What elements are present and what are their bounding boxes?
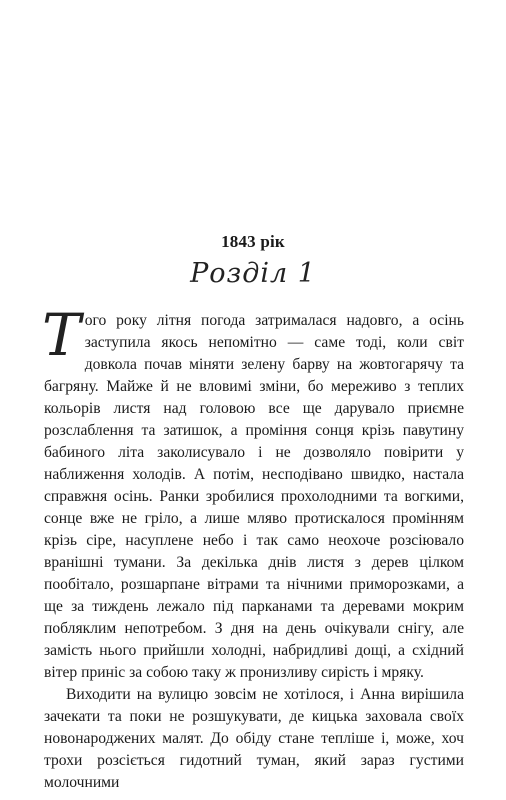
paragraph-text: ого року літня погода затрималася надовго, а осінь заступила якось непомітно — саме тоді, коли світ довкола почав міняти зелену барву на жовтогарячу та багряну. Майже й не вловимі зміни, бо мереживо з теплих кольорів листя над головою все ще дарувало приємне розслаблення та затишок, а проміння сонця крізь павутину бабиного літа заколисувало і не дозволяло повірити у наближення холодів. А потім, несподівано швидко, настала справжня осінь. Ранки зробилися прохолодними та вогкими, сонце вже не гріло, а лише мляво протискалося промінням крізь сіре, насуплене небо і так само неохоче розсіювало вранішні тумани. За декілька днів листя з дерев цілком пообітало, розшарпане вітрами та нічними приморозками, а ще за тиждень лежало під парканами та деревами мокрим побляклим непотребом. З дня на день очікували снігу, але замість нього прийшли холодні, набридливі дощі, а східний вітер приніс за собою таку ж пронизливу сирість і мряку. (44, 312, 464, 681)
chapter-title: Розділ 1 (190, 258, 316, 289)
chapter-text (42, 301, 464, 794)
paragraph: Виходити на вулицю зовсім не хотілося, і Анна вирішила зачекати та поки не розшукувати, де кицька заховала своїх новонароджених малят. До обіду стане тепліше і, може, хоч трохи розсіється гидотний туман, який зараз густими молочними (44, 686, 464, 791)
drop-cap: Т (42, 301, 81, 369)
paragraph (42, 301, 464, 684)
year-heading: 1843 рік (221, 232, 285, 251)
